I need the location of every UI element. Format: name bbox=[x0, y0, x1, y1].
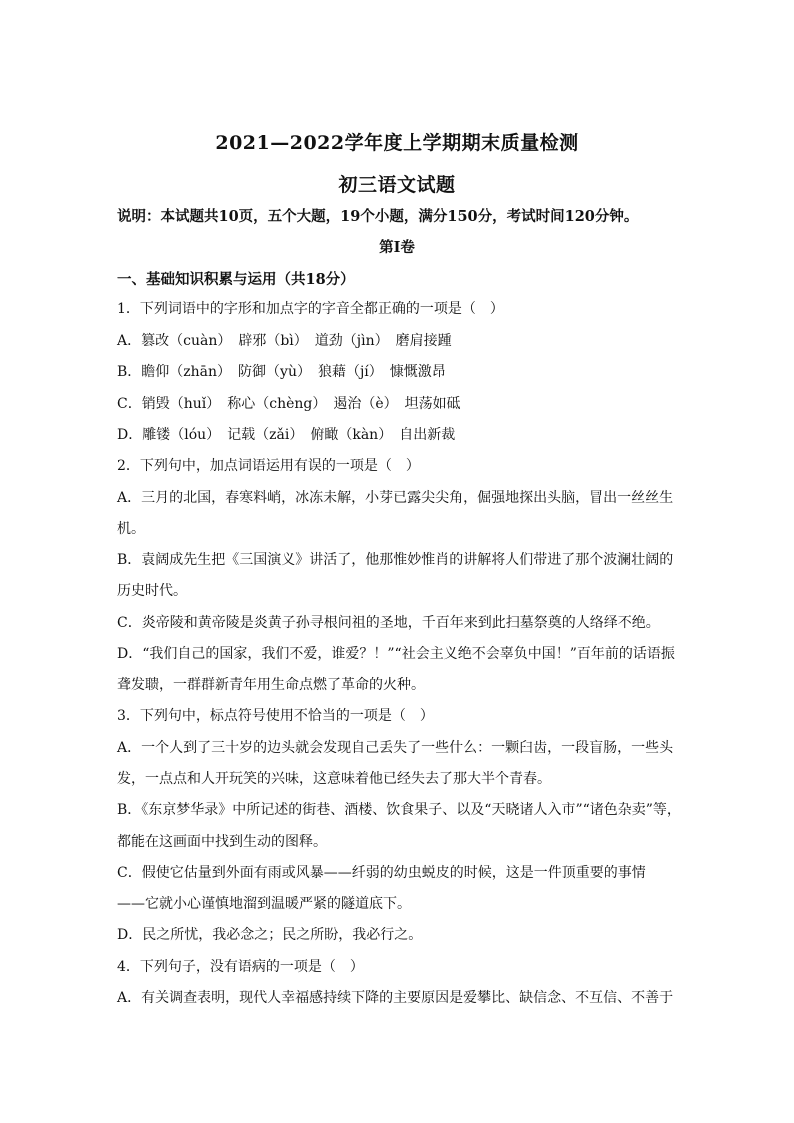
question-3-option-a-cont: 发，一点点和人开玩笑的兴味，这意味着他已经失去了那大半个青春。 bbox=[117, 771, 551, 787]
question-3-option-c-cont: ——它就小心谨慎地溜到温暖严紧的隧道底下。 bbox=[117, 896, 411, 912]
question-2-stem: 2．下列句中，加点词语运用有误的一项是（ ） bbox=[117, 458, 420, 474]
question-3-stem: 3．下列句中，标点符号使用不恰当的一项是（ ） bbox=[117, 708, 434, 724]
question-1-option-b: B．瞻仰（zhān） 防御（yù） 狼藉（jí） 慷慨激昂 bbox=[117, 364, 446, 380]
question-3-option-a: A．一个人到了三十岁的边头就会发现自己丢失了一些什么：一颗臼齿，一段盲肠，一些头 bbox=[117, 740, 674, 756]
question-2-option-d: D．“我们自己的国家，我们不爱，谁爱？！”“社会主义绝不会辜负中国！”百年前的话语振 bbox=[117, 646, 675, 662]
exam-subtitle: 初三语文试题 bbox=[338, 174, 456, 196]
question-1-option-c: C．销毁（huǐ） 称心（chèng） 遏治（è） 坦荡如砥 bbox=[117, 396, 461, 412]
question-2-option-a-cont: 机。 bbox=[117, 521, 145, 537]
question-1-stem: 1．下列词语中的字形和加点字的字音全都正确的一项是（ ） bbox=[117, 301, 504, 317]
question-1-option-a: A．篡改（cuàn） 辟邪（bì） 道劲（jìn） 磨肩接踵 bbox=[117, 333, 452, 349]
exam-instructions: 说明：本试题共10页，五个大题，19个小题，满分150分，考试时间120分钟。 bbox=[117, 208, 639, 225]
question-3-option-c: C．假使它估量到外面有雨或风暴——纤弱的幼虫蜕皮的时候，这是一件顶重要的事情 bbox=[117, 865, 646, 881]
question-2-option-c: C．炎帝陵和黄帝陵是炎黄子孙寻根问祖的圣地，千百年来到此扫墓祭奠的人络绎不绝。 bbox=[117, 615, 660, 631]
question-2-option-b-cont: 历史时代。 bbox=[117, 583, 187, 599]
question-4-option-a: A．有关调查表明，现代人幸福感持续下降的主要原因是爱攀比、缺信念、不互信、不善于 bbox=[117, 990, 674, 1006]
exam-title: 2021—2022学年度上学期期末质量检测 bbox=[215, 132, 579, 154]
volume-heading: 第Ⅰ卷 bbox=[379, 239, 415, 256]
section-heading: 一、基础知识积累与运用（共18分） bbox=[117, 271, 355, 288]
question-2-option-b: B．袁阔成先生把《三国演义》讲活了，他那惟妙惟肖的讲解将人们带进了那个波澜壮阔的 bbox=[117, 552, 674, 568]
question-3-option-d: D．民之所忧，我必念之；民之所盼，我必行之。 bbox=[117, 927, 423, 943]
question-2-option-a: A．三月的北国，春寒料峭，冰冻未解，小芽已露尖尖角，倔强地探出头脑，冒出一丝丝生 bbox=[117, 490, 674, 506]
question-3-option-b-cont: 都能在这画面中找到生动的图释。 bbox=[117, 834, 327, 850]
question-2-option-d-cont: 聋发聩，一群群新青年用生命点燃了革命的火种。 bbox=[117, 677, 425, 693]
question-3-option-b: B．《东京梦华录》中所记述的街巷、酒楼、饮食果子、以及“天晓诸人入市”“诸色杂卖”等， bbox=[117, 802, 681, 818]
question-4-stem: 4．下列句子，没有语病的一项是（ ） bbox=[117, 959, 364, 975]
question-1-option-d: D．雕镂（lóu） 记载（zǎi） 俯瞰（kàn） 自出新裁 bbox=[117, 427, 456, 443]
